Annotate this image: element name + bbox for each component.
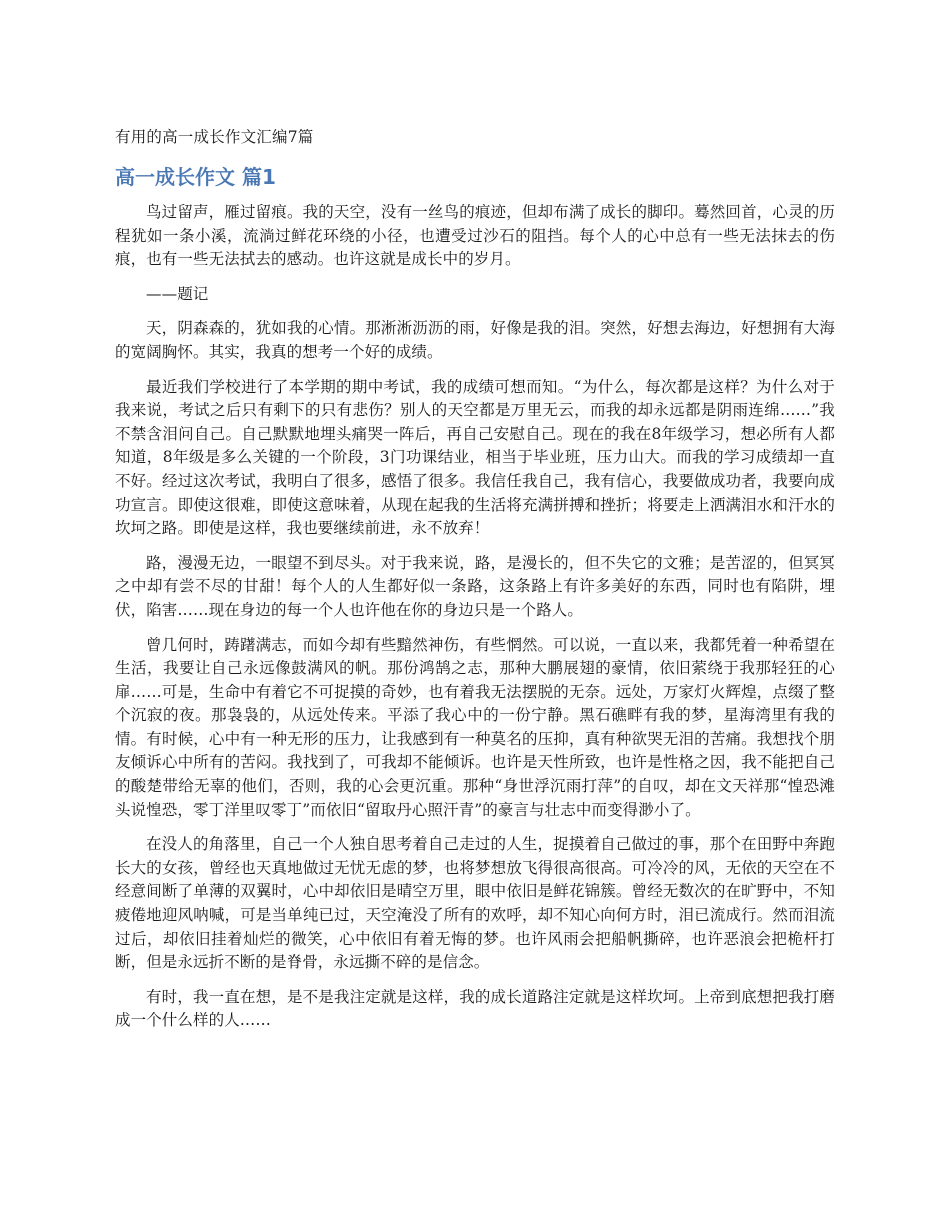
paragraph: 路，漫漫无边，一眼望不到尽头。对于我来说，路，是漫长的，但不失它的文雅；是苦涩的，但冥冥之中却有尝不尽的甘甜！每个人的人生都好似一条路，这条路上有许多美好的东西，同时也有陷阱，埋伏，陷害……现在身边的每一个人也许他在你的身边只是一个路人。 xyxy=(115,553,835,619)
epigraph-label: ——题记 xyxy=(146,284,209,303)
section-heading: 高一成长作文 篇1 xyxy=(115,165,276,189)
document-title: 有用的高一成长作文汇编7篇 xyxy=(115,128,314,146)
paragraph: 鸟过留声，雁过留痕。我的天空，没有一丝鸟的痕迹，但却布满了成长的脚印。蓦然回首，心灵的历程犹如一条小溪，流淌过鲜花环绕的小径，也遭受过沙石的阻挡。每个人的心中总有一些无法抹去的伤痕，也有一些无法拭去的感动。也许这就是成长中的岁月。 xyxy=(115,203,835,269)
document-page xyxy=(115,125,835,1044)
paragraph: 天，阴森森的，犹如我的心情。那淅淅沥沥的雨，好像是我的泪。突然，好想去海边，好想拥有大海的宽阔胸怀。其实，我真的想考一个好的成绩。 xyxy=(115,319,835,361)
paragraph: 在没人的角落里，自己一个人独自思考着自己走过的人生，捉摸着自己做过的事，那个在田野中奔跑长大的女孩，曾经也天真地做过无忧无虑的梦，也将梦想放飞得很高很高。可冷冷的风，无依的天空在不经意间断了单薄的双翼时，心中却依旧是晴空万里，眼中依旧是鲜花锦簇。曾经无数次的在旷野中，不知疲倦地迎风呐喊，可是当单纯已过，天空淹没了所有的欢呼，却不知心向何方时，泪已流成行。然而泪流过后，却依旧挂着灿烂的微笑，心中依旧有着无悔的梦。也许风雨会把船帆撕碎，也许恶浪会把桅杆打断，但是永远折不断的是脊骨，永远撕不碎的是信念。 xyxy=(115,835,835,972)
paragraph: 有时，我一直在想，是不是我注定就是这样，我的成长道路注定就是这样坎坷。上帝到底想把我打磨成一个什么样的人…… xyxy=(115,987,835,1030)
paragraph: 最近我们学校进行了本学期的期中考试，我的成绩可想而知。“为什么，每次都是这样？为什么对于我来说，考试之后只有剩下的只有悲伤？别人的天空都是万里无云，而我的却永远都是阴雨连绵……”我不禁含泪问自己。自己默默地埋头痛哭一阵后，再自己安慰自己。现在的我在8年级学习，想必所有人都知道，8年级是多么关键的一个阶段，3门功课结业，相当于毕业班，压力山大。而我的学习成绩却一直不好。经过这次考试，我明白了很多，感悟了很多。我信任我自己，我有信心，我要做成功者，我要向成功宣言。即使这很难，即使这意味着，从现在起我的生活将充满拼搏和挫折；将要走上洒满泪水和汗水的坎坷之路。即使是这样，我也要继续前进，永不放弃！ xyxy=(115,377,835,538)
paragraph: 曾几何时，踌躇满志，而如今却有些黯然神伤，有些惘然。可以说，一直以来，我都凭着一种希望在生活，我要让自己永远像鼓满风的帆。那份鸿鹄之志，那种大鹏展翅的豪情，依旧萦绕于我那轻狂的心扉……可是，生命中有着它不可捉摸的奇妙，也有着我无法摆脱的无奈。远处，万家灯火辉煌，点缀了整个沉寂的夜。那袅袅的，从远处传来。平添了我心中的一份宁静。黑石礁畔有我的梦，星海湾里有我的情。有时候，心中有一种无形的压力，让我感到有一种莫名的压抑，真有种欲哭无泪的苦痛。我想找个朋友倾诉心中所有的苦闷。我找到了，可我却不能倾诉。也许是天性所致，也许是性格之因，我不能把自己的酸楚带给无辜的他们，否则，我的心会更沉重。那种“身世浮沉雨打萍”的自叹，却在文天祥那“惶恐滩头说惶恐，零丁洋里叹零丁”而依旧“留取丹心照汗青”的豪言与壮志中而变得渺小了。 xyxy=(115,635,835,819)
